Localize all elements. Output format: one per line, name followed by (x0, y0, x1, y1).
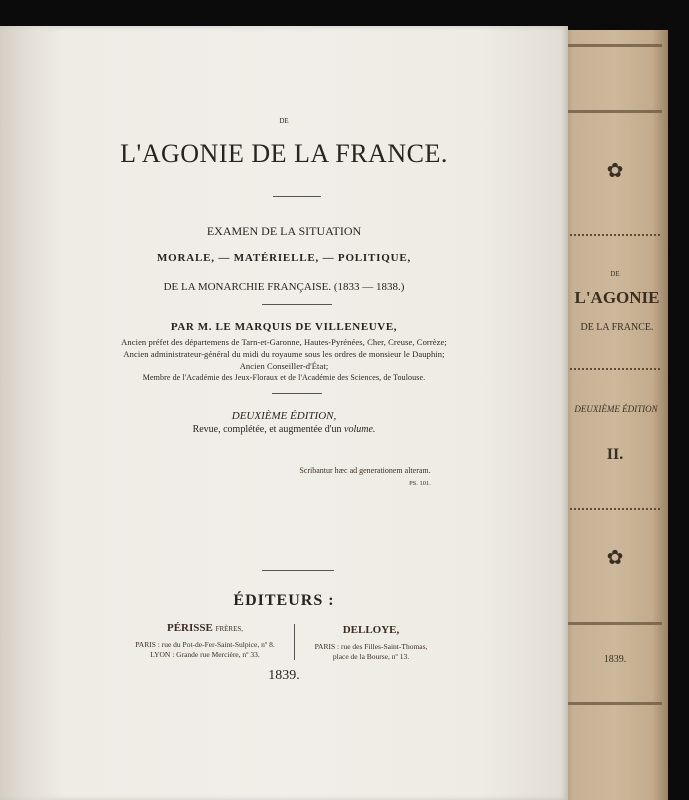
subtitle-line-3: DE LA MONARCHIE FRANÇAISE. (1833 — 1838.) (163, 281, 405, 293)
subtitle-line-1: EXAMEN DE LA SITUATION (206, 224, 362, 238)
epigraph-reference: PS. 101. (409, 480, 431, 487)
title-de: DE (279, 117, 289, 125)
publication-year: 1839. (268, 668, 300, 683)
spine-ornament-icon: ✿ (606, 547, 624, 569)
credential-line: Membre de l'Académie des Jeux-Floraux et de l'Académie des Sciences, de Toulouse. (142, 373, 426, 382)
spine-edition: DEUXIÈME ÉDITION (574, 404, 658, 414)
edition-note-italic: volume. (344, 424, 376, 435)
spine-band (568, 110, 662, 113)
spine-ornament-icon: ✿ (606, 160, 624, 182)
spine-volume: II. (606, 446, 624, 463)
credentials-divider (272, 393, 322, 394)
spine-band (568, 622, 662, 625)
title-divider (273, 196, 321, 197)
spine-year: 1839. (603, 654, 627, 665)
spine-dotted-rule (570, 368, 660, 372)
epigraph: Scribantur hæc ad generationem alteram. (299, 466, 431, 475)
edition-note-text: Revue, complétée, et augmentée d'un (192, 424, 345, 435)
spine-dotted-rule (570, 508, 660, 512)
edition-note (0, 424, 568, 435)
page-title: L'AGONIE DE LA FRANCE. (120, 139, 448, 168)
spine-title: L'AGONIE (574, 288, 660, 307)
spine-band (568, 44, 662, 47)
credential-line: Ancien administrateur-général du midi du royaume sous les ordres de monsieur le Dauphin; (123, 349, 445, 359)
publisher-left-name-text: PÉRISSE (166, 622, 213, 634)
credential-line: Ancien préfet des départemens de Tarn-et-Garonne, Hautes-Pyrénées, Cher, Creuse, Corrèze; (121, 337, 447, 347)
publisher-right-address-2: place de la Bourse, nº 13. (332, 652, 410, 661)
spine-dotted-rule (570, 234, 660, 238)
publisher-left-address-1: PARIS : rue du Pot-de-Fer-Saint-Sulpice, nº 8. (135, 640, 275, 649)
spine-band (568, 702, 662, 705)
publisher-right-name: DELLOYE, (342, 624, 400, 636)
publisher-left-address-2: LYON : Grande rue Mercière, nº 33. (150, 650, 260, 659)
subtitle-line-2: MORALE, — MATÉRIELLE, — POLITIQUE, (156, 252, 412, 264)
book-spine (560, 30, 668, 800)
author: PAR M. LE MARQUIS DE VILLENEUVE, (170, 321, 398, 333)
publishers-divider (262, 570, 334, 571)
publisher-left-name (118, 622, 292, 634)
subtitle-divider (262, 304, 332, 305)
publishers-separator (294, 624, 295, 660)
spine-de: DE (610, 270, 620, 278)
credential-line: Ancien Conseiller-d'État; (239, 361, 329, 371)
edition: DEUXIÈME ÉDITION, (231, 410, 337, 422)
spine-title-2: DE LA FRANCE. (580, 322, 654, 333)
publisher-right-address-1: PARIS : rue des Filles-Saint-Thomas, (314, 642, 428, 651)
publishers-heading: ÉDITEURS : (233, 592, 335, 609)
publisher-left-name-suffix: FRÈRES, (215, 625, 244, 633)
